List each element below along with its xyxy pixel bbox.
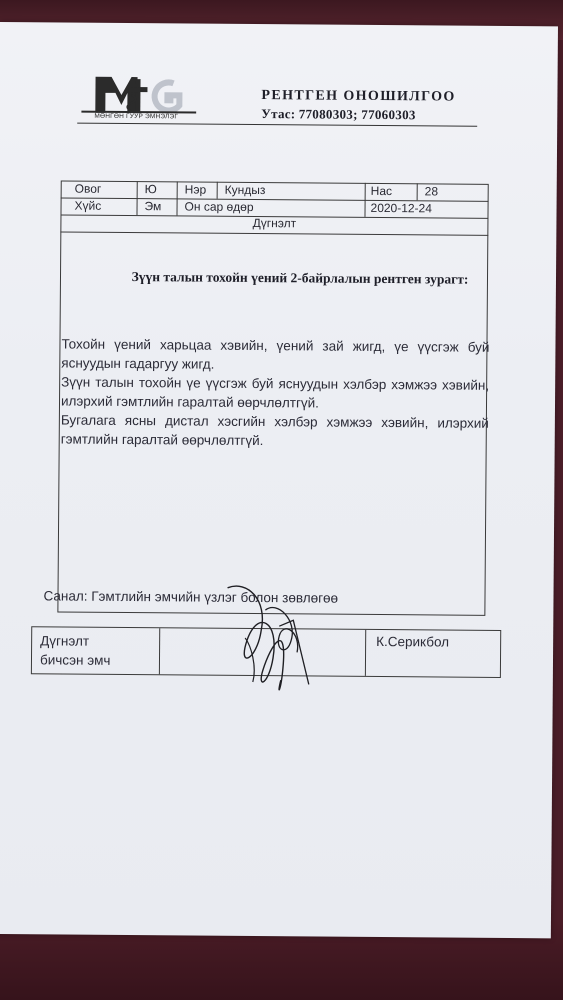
date-label: Он сар өдөр: [184, 199, 254, 214]
col-divider: [217, 182, 218, 199]
sex-label: Хүйс: [74, 198, 102, 213]
col-divider: [417, 183, 418, 200]
signer-label-line1: Дүгнэлт: [40, 633, 90, 649]
phone-label: Утас:: [261, 106, 296, 122]
doctor-name: К.Серикбол: [376, 633, 450, 650]
sex-value: Эм: [144, 199, 162, 214]
finding-paragraph: Тохойн үений харьцаа хэвийн, үений зай жигд, үе үүсгэж буй яснуудын гадаргуу жигд.: [61, 336, 490, 372]
document-header-title: РЕНТГЕН ОНОШИЛГОО: [261, 88, 456, 105]
finding-paragraph: Бугалага ясны дистал хэсгийн хэлбэр хэмжээ хэвийн, илэрхий гэмтлийн гаралтай өөрчлөлтгүй.: [60, 412, 489, 449]
age-value: 28: [424, 184, 439, 199]
study-title: Зүүн талын тохойн үений 2-байрлалын рентген зурагт:: [131, 269, 469, 287]
handwritten-signature: [217, 580, 328, 711]
phone-numbers: 77080303; 77060303: [298, 106, 416, 123]
date-value: 2020-12-24: [370, 200, 432, 216]
col-divider: [159, 628, 160, 674]
logo-caption: МӨНГӨН ГУУР ЭМНЭЛЭГ: [94, 112, 179, 121]
surname-value: Ю: [144, 182, 157, 197]
document-sheet: [0, 22, 558, 938]
recommendation-text: Санал: Гэмтлийн эмчийн үзлэг болон зөвлөгөө: [43, 588, 339, 606]
signer-label: [40, 631, 111, 670]
signer-label-line2: бичсэн эмч: [39, 652, 111, 668]
name-label: Нэр: [184, 182, 207, 197]
name-value: Кундыз: [224, 182, 266, 198]
conclusion-label: Дүгнэлт: [252, 215, 297, 231]
findings-text: [61, 334, 490, 451]
header-phone: [261, 106, 416, 123]
col-divider: [365, 630, 366, 676]
surname-label: Овог: [74, 181, 102, 196]
finding-paragraph: Зүүн талын тохойн үе үүсгэж буй яснуудын хэлбэр хэмжээ хэвийн, илэрхий гэмтлийн гаралтай өөрчлөлтгүй.: [60, 374, 490, 411]
age-label: Нас: [370, 183, 393, 199]
